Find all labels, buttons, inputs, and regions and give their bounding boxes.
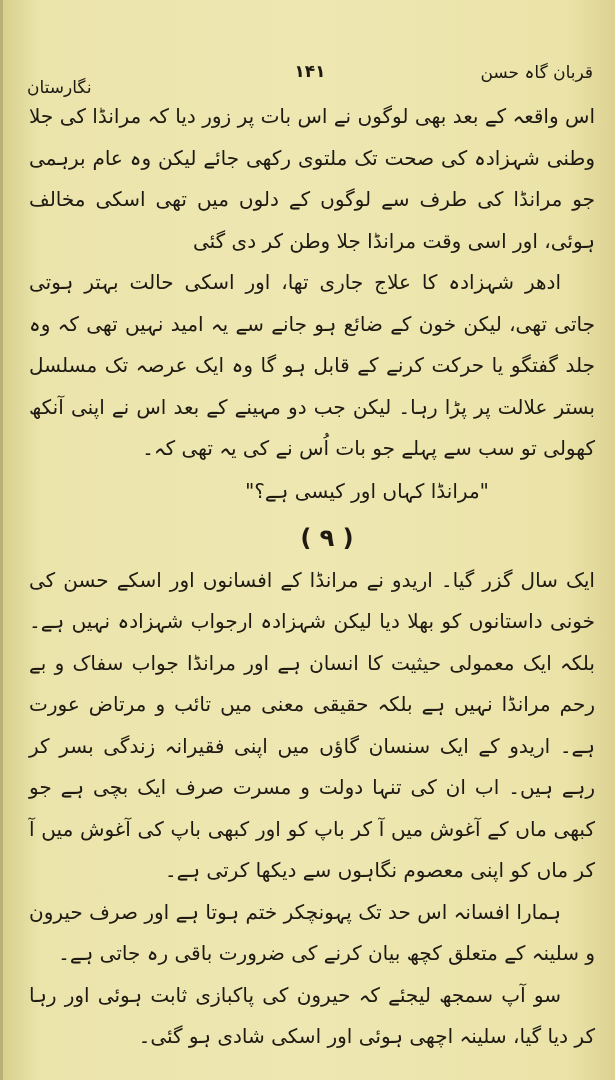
chapter-number [29,524,595,552]
paragraph-1: اس واقعہ کے بعد بھی لوگوں نے اس بات پر زور دیا کہ مرانڈا کی جلا وطنی شہزادہ کی صحت تک ملتوی رکھی جائے لیکن وہ عام برہمی جو مرانڈا کی طرف سے لوگوں کے دلوں میں تھی اسکی مخالف ہوئی، اور اسی وقت مرانڈا جلا وطن کر دی گئی [29,104,595,253]
chapter-number-value: ۹ [319,523,335,552]
paragraph-2: ادھر شہزادہ کا علاج جاری تھا، اور اسکی حالت بہتر ہوتی جاتی تھی، لیکن خون کے ضائع ہو جانے سے یہ امید نہیں تھی کہ وہ جلد گفتگو یا حرکت کرنے کے قابل ہو گا وہ ایک عرصہ تک مسلسل بستر علالت پر پڑا رہا۔ لیکن جب دو مہینے کے بعد اس نے اپنی آنکھ کھولی تو سب سے پہلے جو بات اُس نے کی یہ تھی کہ۔ [29,270,595,460]
page-number: ۱۴۱ [294,62,326,82]
page-body [29,96,595,1058]
paragraph-3: ایک سال گزر گیا۔ اریدو نے مرانڈا کے افسانوں اور اسکے حسن کی خونی داستانوں کو بھلا دیا لیکن شہزادہ ارجواب شہزادہ نہیں ہے۔ بلکہ ایک معمولی حیثیت کا انسان ہے اور مرانڈا جواب سفاک و بے رحم مرانڈا نہیں ہے بلکہ حقیقی معنی میں تائب و مرتاض عورت ہے۔ اریدو کے ایک سنسان گاؤں میں اپنی فقیرانہ زندگی بسر کر رہے ہیں۔ اب ان کی تنہا دولت و مسرت صرف ایک بچی ہے جو کبھی ماں کے آغوش میں آ کر باپ کو اور کبھی باپ کی آغوش میں آ کر ماں کو اپنی معصوم نگاہوں سے دیکھا کرتی ہے۔ [29,567,595,882]
running-title: قربان گاہ حسن [480,63,593,83]
quoted-question: "مرانڈا کہاں اور کیسی ہے؟" [245,478,489,503]
paragraph-4: ہمارا افسانہ اس حد تک پہونچکر ختم ہوتا ہے اور صرف حیرون و سلینہ کے متعلق کچھ بیان کرنے کی ضرورت باقی رہ جاتی ہے۔ [29,899,595,965]
paragraph-5: سو آپ سمجھ لیجئے کہ حیرون کی پاکبازی ثابت ہوئی اور رہا کر دیا گیا، سلینہ اچھی ہوئی اور اسکی شادی ہو گئی۔ [29,982,595,1048]
running-section: نگارستان [27,78,92,98]
